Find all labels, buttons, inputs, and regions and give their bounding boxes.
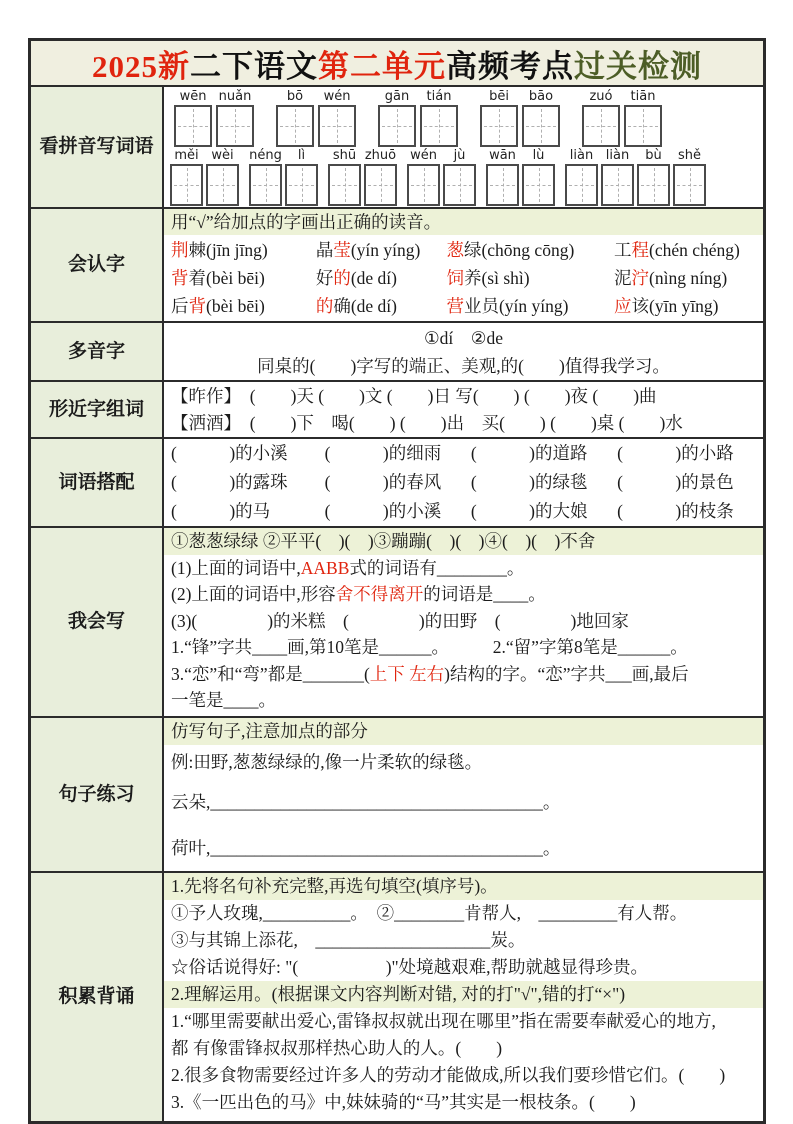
pinyin-unit xyxy=(174,89,212,147)
renzi-item xyxy=(446,264,614,292)
section-label-renzi: 会认字 xyxy=(31,209,164,321)
text-segment: 1.先将名句补充完整,再选句填空(填序号)。 xyxy=(171,876,498,896)
pinyin-unit xyxy=(276,89,314,147)
text-segment: (3)( )的米糕 ( )的田野 ( )地回家 xyxy=(171,610,629,631)
pinyin-row xyxy=(174,89,763,147)
emphasized-text: 应 xyxy=(614,296,632,316)
dapei-row xyxy=(164,468,763,497)
renzi-item xyxy=(171,292,316,320)
writing-box xyxy=(364,164,397,206)
emphasized-text: 舍不得离开 xyxy=(335,584,424,604)
text-segment: (yín yíng) xyxy=(350,240,421,260)
instruction-line xyxy=(164,873,763,900)
section-label-xingjin: 形近字组词 xyxy=(31,382,164,437)
pinyin-syllable: nuǎn xyxy=(218,89,252,104)
pinyin-syllable: shě xyxy=(677,148,701,163)
emphasized-text: 莹 xyxy=(333,240,351,260)
text-line xyxy=(164,900,763,927)
text-segment: 绿 xyxy=(463,240,482,260)
writing-box xyxy=(624,105,662,147)
pinyin-word-group xyxy=(378,89,458,147)
emphasized-text: 的 xyxy=(315,296,334,316)
text-line xyxy=(164,825,763,871)
writing-box xyxy=(420,105,458,147)
text-line xyxy=(164,779,763,825)
pinyin-word-group xyxy=(276,89,356,147)
renzi-item xyxy=(171,236,316,264)
section-pinyin xyxy=(31,87,763,209)
title-segment: 第二单元 xyxy=(318,48,446,84)
dapei-item: ( )的绿毯 xyxy=(470,472,588,492)
dapei-row xyxy=(164,439,763,468)
text-segment: 该 xyxy=(631,296,649,316)
text-segment: 2.很多食物需要经过许多人的劳动才能做成,所以我们要珍惜它们。( ) xyxy=(171,1065,726,1085)
text-segment: (de dí) xyxy=(350,296,397,316)
section-label-dapei: 词语搭配 xyxy=(31,439,164,526)
text-segment: 1.“锋”字共____画,第10笔是______。 2.“留”字第8笔是______。 xyxy=(171,637,688,657)
writing-box xyxy=(276,105,314,147)
pinyin-row xyxy=(170,148,763,206)
pinyin-unit xyxy=(565,148,598,206)
text-segment: 的词语是____。 xyxy=(423,584,546,604)
renzi-item xyxy=(614,292,756,320)
text-line xyxy=(164,324,763,352)
writing-box xyxy=(601,164,634,206)
pinyin-syllable: bāo xyxy=(528,89,554,104)
section-label-juzi: 句子练习 xyxy=(31,718,164,871)
renzi-instruction: 用“√”给加点的字画出正确的读音。 xyxy=(164,209,763,235)
renzi-item xyxy=(614,236,756,264)
text-segment: 式的词语有________。 xyxy=(349,557,525,578)
pinyin-unit xyxy=(407,148,440,206)
section-juzi xyxy=(31,718,763,873)
writing-box xyxy=(378,105,416,147)
dapei-item: ( )的景色 xyxy=(617,472,734,492)
pinyin-syllable: lù xyxy=(532,148,545,163)
text-segment: 都 有像雷锋叔叔那样热心助人的人。( ) xyxy=(171,1038,503,1058)
pinyin-word-group xyxy=(582,89,662,147)
pinyin-unit xyxy=(486,148,519,206)
text-segment: 工 xyxy=(614,240,632,260)
emphasized-text: 葱 xyxy=(446,240,464,260)
text-segment: (yín yíng) xyxy=(498,296,569,316)
writing-box xyxy=(318,105,356,147)
text-line xyxy=(164,745,763,779)
text-segment: 2.理解运用。(根据课文内容判断对错, 对的打"√",错的打“×") xyxy=(171,984,626,1004)
pinyin-syllable: liàn xyxy=(605,148,630,163)
pinyin-word-group xyxy=(480,89,560,147)
pinyin-syllable: měi xyxy=(174,148,199,163)
pinyin-unit xyxy=(522,148,555,206)
section-huixie xyxy=(31,528,763,718)
text-line xyxy=(164,581,763,608)
dapei-item: ( )的小溪 xyxy=(171,443,288,463)
instruction-line xyxy=(164,981,763,1008)
dapei-area xyxy=(164,439,763,526)
section-renzi xyxy=(31,209,763,323)
dapei-item: ( )的细雨 xyxy=(324,443,442,463)
writing-box xyxy=(407,164,440,206)
text-segment: (2)上面的词语中,形容 xyxy=(171,584,336,604)
pinyin-syllable: tiān xyxy=(630,89,656,104)
writing-box xyxy=(480,105,518,147)
text-segment: 3.《一匹出色的马》中,妹妹骑的“马”其实是一根枝条。( ) xyxy=(171,1092,636,1112)
writing-box xyxy=(249,164,282,206)
text-segment: 一笔是____。 xyxy=(171,690,276,710)
text-segment: 【洒酒】 ( )下 喝( ) ( )出 买( ) ( )桌 ( )水 xyxy=(171,413,683,433)
section-dapei xyxy=(31,439,763,528)
pinyin-unit xyxy=(420,89,458,147)
emphasized-text: 背 xyxy=(171,268,189,288)
title-segment: 高频考点 xyxy=(446,48,574,84)
dapei-item: ( )的马 xyxy=(171,501,271,521)
pinyin-word-group xyxy=(174,89,254,147)
pinyin-unit xyxy=(318,89,356,147)
writing-box xyxy=(522,105,560,147)
pinyin-syllable: bō xyxy=(286,89,304,104)
text-segment: (sì shì) xyxy=(481,268,530,288)
pinyin-syllable: jù xyxy=(453,148,466,163)
text-segment: 泥 xyxy=(614,268,632,288)
section-label-duoyin: 多音字 xyxy=(31,323,164,380)
pinyin-syllable: wén xyxy=(410,148,437,163)
writing-box xyxy=(637,164,670,206)
text-segment: 仿写句子,注意加点的部分 xyxy=(171,721,368,741)
text-segment: ①予人玫瑰,__________。 ②________肯帮人, _________有人帮。 xyxy=(171,903,688,923)
pinyin-word-group xyxy=(407,148,476,206)
pinyin-word-group xyxy=(249,148,318,206)
pinyin-syllable: gān xyxy=(384,89,410,104)
pinyin-unit xyxy=(522,89,560,147)
pinyin-unit xyxy=(206,148,239,206)
dapei-item: ( )的道路 xyxy=(470,443,588,463)
text-line xyxy=(164,410,763,437)
renzi-item xyxy=(316,236,447,264)
pinyin-syllable: liàn xyxy=(569,148,594,163)
emphasized-text: 背 xyxy=(188,296,206,316)
text-line xyxy=(164,555,763,582)
pinyin-syllable: bēi xyxy=(489,89,509,104)
writing-box xyxy=(565,164,598,206)
text-segment: 着 xyxy=(188,268,206,288)
pinyin-unit xyxy=(480,89,518,147)
pinyin-unit xyxy=(364,148,397,206)
emphasized-text: 程 xyxy=(631,240,649,260)
text-segment: 养 xyxy=(463,268,482,288)
pinyin-unit xyxy=(249,148,282,206)
renzi-item xyxy=(171,264,316,292)
section-jilei xyxy=(31,873,763,1121)
text-line xyxy=(164,634,763,661)
writing-box xyxy=(486,164,519,206)
dapei-item: ( )的枝条 xyxy=(617,501,734,521)
pinyin-word-group xyxy=(565,148,706,206)
jilei-area xyxy=(164,873,763,1121)
pinyin-syllable: bù xyxy=(645,148,662,163)
pinyin-syllable: zhuō xyxy=(364,148,397,163)
text-segment: (chén chéng) xyxy=(649,240,740,260)
pinyin-unit xyxy=(285,148,318,206)
pinyin-syllable: wén xyxy=(323,89,351,104)
text-segment: 后 xyxy=(171,296,189,316)
emphasized-text: 泞 xyxy=(631,268,649,288)
emphasized-text: AABB xyxy=(300,557,350,578)
text-segment: ①dí ②de xyxy=(423,328,503,348)
text-segment: 晶 xyxy=(315,240,334,260)
text-segment: ③与其锦上添花, ____________________炭。 xyxy=(171,930,526,950)
text-line xyxy=(164,352,763,380)
renzi-item xyxy=(316,292,447,320)
text-segment: 3.“恋”和“弯”都是_______( xyxy=(171,663,370,684)
pinyin-word-group xyxy=(328,148,397,206)
dapei-item: ( )的小路 xyxy=(617,443,734,463)
title-segment: 过关检测 xyxy=(574,48,702,84)
pinyin-word-group xyxy=(170,148,239,206)
pinyin-unit xyxy=(443,148,476,206)
text-segment: (yīn yīng) xyxy=(649,296,719,316)
renzi-area xyxy=(164,209,763,321)
pinyin-unit xyxy=(378,89,416,147)
pinyin-word-group xyxy=(486,148,555,206)
juzi-area xyxy=(164,718,763,871)
text-segment: 荷叶,______________________________________。 xyxy=(171,838,561,858)
text-segment: (bèi bēi) xyxy=(206,268,265,288)
section-label-pinyin: 看拼音写词语 xyxy=(31,87,164,207)
writing-box xyxy=(170,164,203,206)
pinyin-unit xyxy=(328,148,361,206)
text-line xyxy=(164,608,763,635)
text-segment: (nìng níng) xyxy=(649,268,728,288)
writing-box xyxy=(216,105,254,147)
pinyin-unit xyxy=(637,148,670,206)
text-segment: 1.“哪里需要献出爱心,雷锋叔叔就出现在哪里”指在需要奉献爱心的地方, xyxy=(171,1011,716,1031)
text-segment: ☆俗话说得好: "( )"处境越艰难,帮助就越显得珍贵。 xyxy=(171,957,649,977)
pinyin-syllable: tián xyxy=(426,89,452,104)
text-segment: 同桌的( )字写的端正、美观,的( )值得我学习。 xyxy=(257,356,670,376)
pinyin-syllable: wèi xyxy=(211,148,234,163)
text-segment: (1)上面的词语中, xyxy=(171,557,301,578)
text-segment: (chōng cōng) xyxy=(481,240,575,260)
text-segment: 确 xyxy=(333,296,351,316)
pinyin-writing-area xyxy=(164,87,763,207)
text-line xyxy=(164,954,763,981)
renzi-item xyxy=(316,264,447,292)
pinyin-syllable: wēn xyxy=(179,89,207,104)
text-line xyxy=(164,927,763,954)
renzi-item xyxy=(614,264,756,292)
pinyin-syllable: shū xyxy=(332,148,357,163)
text-line xyxy=(164,1089,763,1116)
text-line xyxy=(164,1008,763,1035)
text-segment: 棘 xyxy=(188,240,206,260)
emphasized-text: 上下 左右 xyxy=(369,663,445,684)
pinyin-unit xyxy=(582,89,620,147)
emphasized-text: 营 xyxy=(446,296,464,316)
text-segment: 例:田野,葱葱绿绿的,像一片柔软的绿毯。 xyxy=(171,752,483,772)
pinyin-unit xyxy=(170,148,203,206)
emphasized-text: 饲 xyxy=(446,268,464,288)
dapei-item: ( )的小溪 xyxy=(324,501,442,521)
emphasized-text: 荆 xyxy=(171,240,189,260)
dapei-item: ( )的春风 xyxy=(324,472,442,492)
writing-box xyxy=(328,164,361,206)
section-xingjin xyxy=(31,382,763,439)
page-title xyxy=(31,41,763,87)
title-segment: 二下语文 xyxy=(190,48,318,84)
text-line xyxy=(164,661,763,688)
instruction-line xyxy=(164,528,763,555)
dapei-item: ( )的大娘 xyxy=(470,501,588,521)
pinyin-syllable: zuó xyxy=(589,89,613,104)
writing-box xyxy=(285,164,318,206)
worksheet xyxy=(28,38,766,1124)
text-line xyxy=(164,1035,763,1062)
text-segment: 云朵,______________________________________。 xyxy=(171,792,561,812)
section-duoyin xyxy=(31,323,763,382)
text-line xyxy=(164,383,763,410)
xingjin-area xyxy=(164,382,763,437)
dapei-row xyxy=(164,497,763,526)
huixie-area xyxy=(164,528,763,716)
dapei-item: ( )的露珠 xyxy=(171,472,288,492)
text-segment: ①葱葱绿绿 ②平平( )( )③蹦蹦( )( )④( )( )不舍 xyxy=(171,531,596,551)
section-label-jilei: 积累背诵 xyxy=(31,873,164,1121)
writing-box xyxy=(174,105,212,147)
renzi-item xyxy=(446,236,614,264)
emphasized-text: 的 xyxy=(333,268,351,288)
pinyin-syllable: néng xyxy=(249,148,282,163)
title-segment: 2025新 xyxy=(92,48,190,84)
text-segment: 【昨作】 ( )天 ( )文 ( )日 写( ) ( )夜 ( )曲 xyxy=(171,386,657,406)
text-segment: (jīn jīng) xyxy=(206,240,268,260)
text-segment: (bèi bēi) xyxy=(206,296,265,316)
pinyin-syllable: wān xyxy=(489,148,516,163)
text-segment: 好 xyxy=(315,268,334,288)
pinyin-unit xyxy=(601,148,634,206)
writing-box xyxy=(522,164,555,206)
duoyin-area xyxy=(164,323,763,380)
pinyin-unit xyxy=(216,89,254,147)
instruction-line xyxy=(164,718,763,745)
renzi-item xyxy=(446,292,614,320)
renzi-grid xyxy=(164,235,763,321)
text-line xyxy=(164,687,763,714)
writing-box xyxy=(582,105,620,147)
writing-box xyxy=(673,164,706,206)
pinyin-unit xyxy=(624,89,662,147)
writing-box xyxy=(443,164,476,206)
writing-box xyxy=(206,164,239,206)
text-segment: (de dí) xyxy=(350,268,397,288)
text-line xyxy=(164,1062,763,1089)
pinyin-unit xyxy=(673,148,706,206)
text-segment: 业员 xyxy=(463,296,499,316)
text-segment: )结构的字。“恋”字共___画,最后 xyxy=(444,663,689,684)
section-label-huixie: 我会写 xyxy=(31,528,164,716)
pinyin-syllable: lì xyxy=(297,148,306,163)
